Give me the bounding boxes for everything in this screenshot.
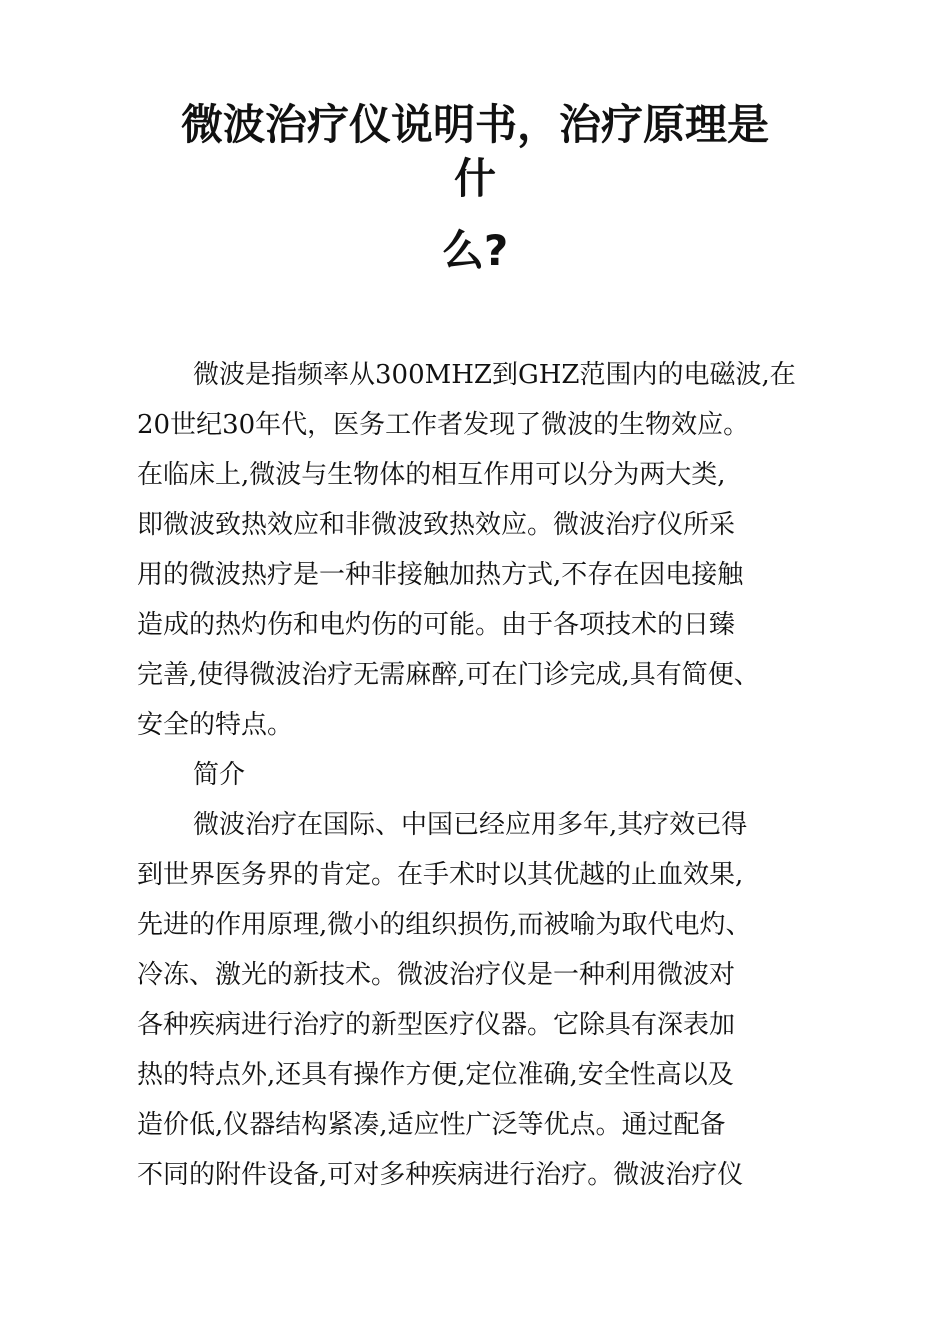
body-line: 造价低,仪器结构紧凑,适应性广泛等优点。通过配备 bbox=[137, 1110, 726, 1140]
body-line: 在临床上,微波与生物体的相互作用可以分为两大类, bbox=[137, 460, 726, 490]
body-line: 造成的热灼伤和电灼伤的可能。由于各项技术的日臻 bbox=[137, 610, 736, 640]
title-line-3: 么? bbox=[441, 226, 509, 275]
body-line: 微波治疗在国际、中国已经应用多年,其疗效已得 bbox=[193, 810, 748, 840]
body-line: 冷冻、激光的新技术。微波治疗仪是一种利用微波对 bbox=[137, 960, 736, 990]
body-line: 微波是指频率从300MHZ到GHZ范围内的电磁波,在 bbox=[193, 360, 796, 390]
body-line: 安全的特点。 bbox=[137, 710, 294, 740]
body-line: 不同的附件设备,可对多种疾病进行治疗。微波治疗仪 bbox=[137, 1160, 744, 1190]
body-line: 完善,使得微波治疗无需麻醉,可在门诊完成,具有简便、 bbox=[137, 660, 760, 690]
body-line: 到世界医务界的肯定。在手术时以其优越的止血效果, bbox=[137, 860, 744, 890]
body-line: 20世纪30年代，医务工作者发现了微波的生物效应。 bbox=[137, 410, 750, 440]
body-line: 用的微波热疗是一种非接触加热方式,不存在因电接触 bbox=[137, 560, 744, 590]
title-line-2: 什 bbox=[453, 154, 496, 203]
body-line: 先进的作用原理,微小的组织损伤,而被喻为取代电灼、 bbox=[137, 910, 752, 940]
body-line: 即微波致热效应和非微波致热效应。微波治疗仪所采 bbox=[137, 510, 736, 540]
section-heading: 简介 bbox=[193, 760, 246, 790]
body-line: 各种疾病进行治疗的新型医疗仪器。它除具有深表加 bbox=[137, 1010, 736, 1040]
body-line: 热的特点外,还具有操作方便,定位准确,安全性高以及 bbox=[137, 1060, 734, 1090]
title-line-1: 微波治疗仪说明书，治疗原理是 bbox=[180, 100, 769, 149]
